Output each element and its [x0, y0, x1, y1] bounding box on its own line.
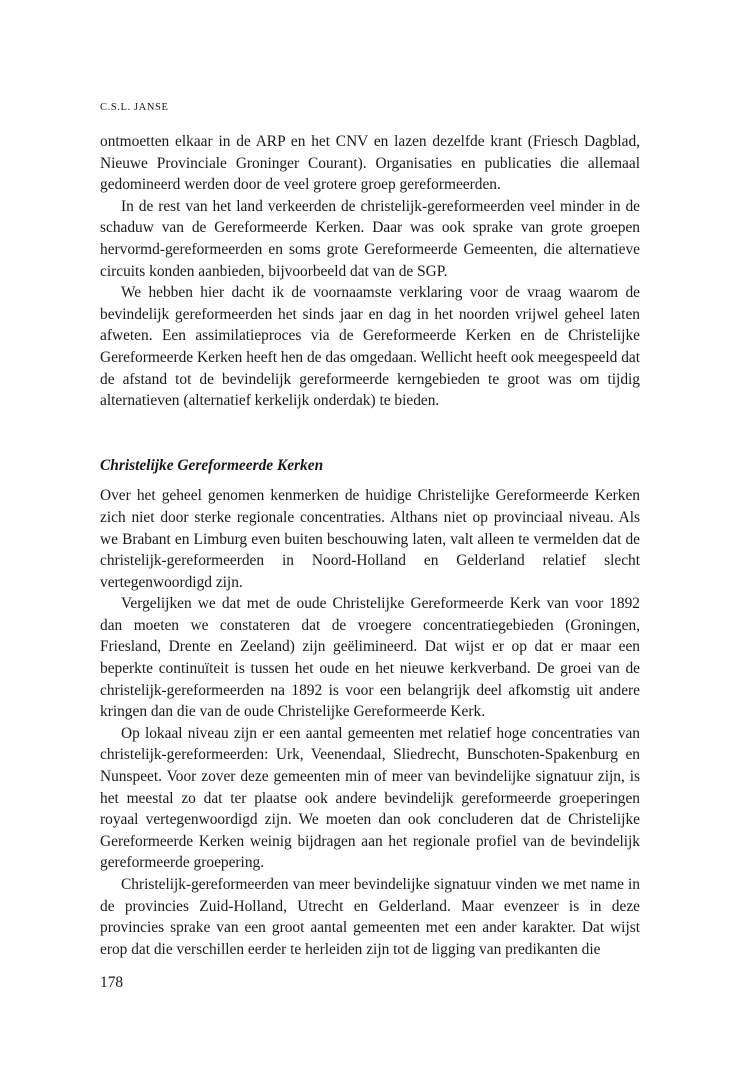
paragraph: Vergelijken we dat met de oude Christelijke Gereformeerde Kerk van voor 1892 dan moeten we constateren dat de vroegere concentratiegebieden (Groningen, Friesland, Drente en Zeeland) zijn geëlimineerd. Dat wijst er op dat er maar een beperkte continuïteit is tussen het oude en het nieuwe kerkverband. De groei van de christelijk-gereformeerden na 1892 is voor een belangrijk deel afkomstig uit andere kringen dan die van de oude Christelijke Gereformeerde Kerk. [100, 595, 640, 721]
section-heading: Christelijke Gereformeerde Kerken [100, 456, 324, 474]
paragraph: We hebben hier dacht ik de voornaamste verklaring voor de vraag waarom de bevindelijk gereformeerden het sinds jaar en dag in het noorden vrijwel geheel laten afweten. Een assimilatieproces via de Gereformeerde Kerken en de Christelijke Gereformeerde Kerken heeft hen de das omgedaan. Wellicht heeft ook meegespeeld dat de afstand tot de bevindelijk gereformeerde kerngebieden te groot was om tijdig alternatieven (alternatief kerkelijk onderdak) te bieden. [100, 284, 640, 410]
paragraph-continuation: ontmoetten elkaar in de ARP en het CNV en lazen dezelfde krant (Friesch Dagblad, Nieuwe Provinciale Groninger Courant). Organisaties en publicaties die allemaal gedomineerd werden door de veel grotere groep gereformeerden. [100, 133, 640, 194]
paragraph: Over het geheel genomen kenmerken de huidige Christelijke Gereformeerde Kerken zich niet door sterke regionale concentraties. Althans niet op provinciaal niveau. Als we Brabant en Limburg even buiten beschouwing laten, valt alleen te vermelden dat de christelijk-gereformeerden in Noord-Holland en Gelderland relatief slecht vertegenwoordigd zijn. [100, 487, 640, 591]
body-text [100, 131, 640, 960]
page-number: 178 [100, 974, 124, 991]
paragraph: Op lokaal niveau zijn er een aantal gemeenten met relatief hoge concentraties van christelijk-gereformeerden: Urk, Veenendaal, Sliedrecht, Bunschoten-Spakenburg en Nunspeet. Voor zover deze gemeenten min of meer van bevindelijke signatuur zijn, is het meestal zo dat ter plaatse ook andere bevindelijk gereformeerde groeperingen royaal vertegenwoordigd zijn. We moeten dan ook concluderen dat de Christelijke Gereformeerde Kerken weinig bijdragen aan het regionale profiel van de bevindelijk gereformeerde groepering. [100, 724, 640, 872]
paragraph: Christelijk-gereformeerden van meer bevindelijke signatuur vinden we met name in de provincies Zuid-Holland, Utrecht en Gelderland. Maar evenzeer is in deze provincies sprake van een groot aantal gemeenten met een ander karakter. Dat wijst erop dat die verschillen eerder te herleiden zijn tot de ligging van predikanten die [100, 876, 640, 958]
paragraph: In de rest van het land verkeerden de christelijk-gereformeerden veel minder in de schaduw van de Gereformeerde Kerken. Daar was ook sprake van grote groepen hervormd-gereformeerden en soms grote Gereformeerde Gemeenten, die alternatieve circuits konden aanbieden, bijvoorbeeld dat van de SGP. [100, 197, 640, 280]
running-head: C.S.L. JANSE [100, 102, 169, 113]
